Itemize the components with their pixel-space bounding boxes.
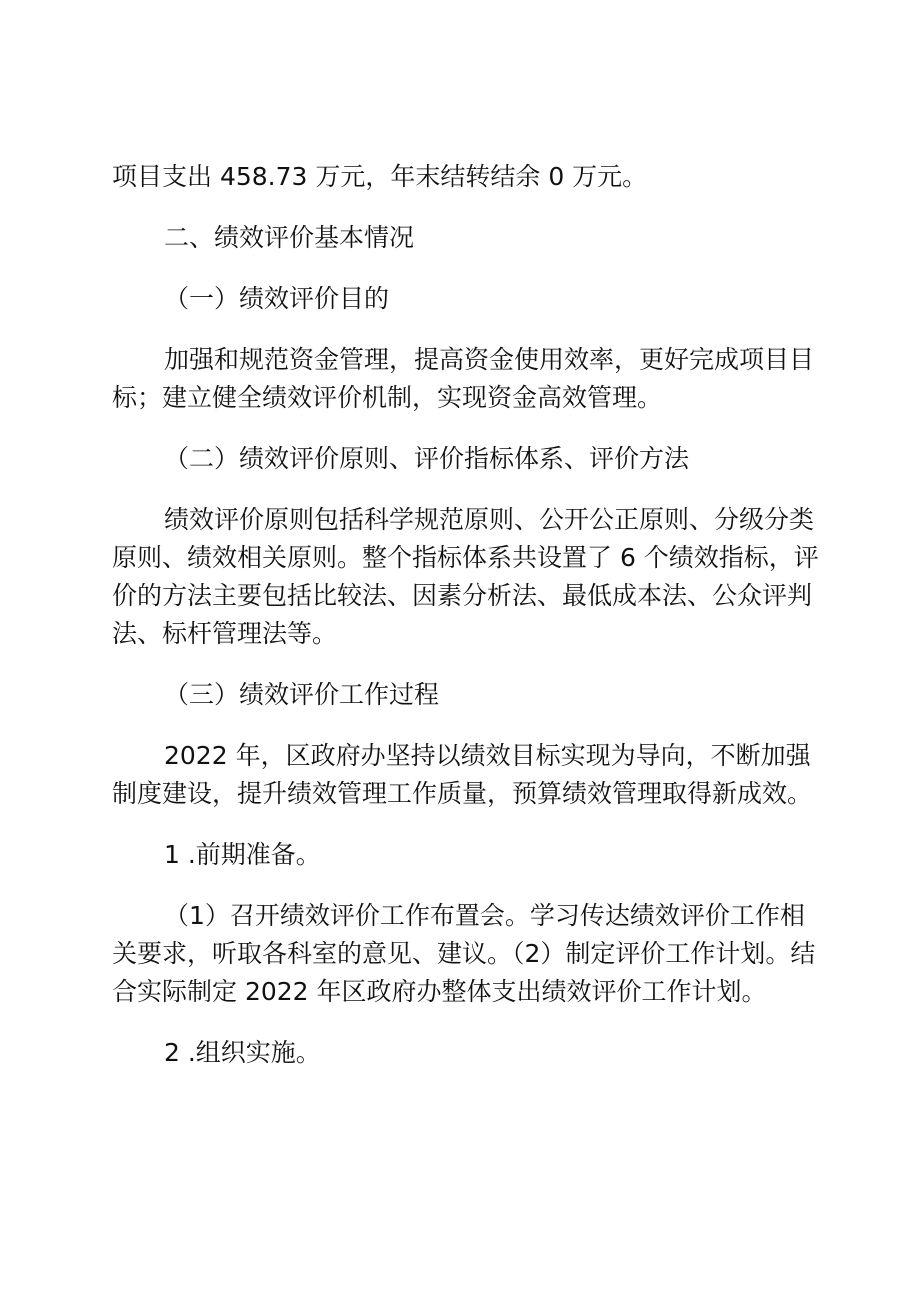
paragraph-project-expense: 项目支出 458.73 万元，年末结转结余 0 万元。 [112,162,648,191]
section-heading-2: 二、绩效评价基本情况 [164,223,415,252]
step-2-title: 2 .组织实施。 [164,1038,321,1067]
paragraph-purpose: 加强和规范资金管理，提高资金使用效率，更好完成项目目标；建立健全绩效评价机制，实现资金高效管理。 [112,345,815,412]
step-1-details: （1）召开绩效评价工作布置会。学习传达绩效评价工作相关要求，听取各科室的意见、建议。（2）制定评价工作计划。结合实际制定 2022 年区政府办整体支出绩效评价工作计划。 [112,901,816,1006]
subheading-principles: （二）绩效评价原则、评价指标体系、评价方法 [164,444,690,473]
paragraph-principles: 绩效评价原则包括科学规范原则、公开公正原则、分级分类原则、绩效相关原则。整个指标体系共设置了 6 个绩效指标，评价的方法主要包括比较法、因素分析法、最低成本法、公众评判法、标杆管理法等。 [112,505,819,648]
subheading-purpose: （一）绩效评价目的 [164,284,390,313]
subheading-process: （三）绩效评价工作过程 [164,680,440,709]
paragraph-process: 2022 年，区政府办坚持以绩效目标实现为导向，不断加强制度建设，提升绩效管理工作质量，预算绩效管理取得新成效。 [112,741,813,808]
document-body [112,158,828,1072]
step-1-title: 1 .前期准备。 [164,840,321,869]
